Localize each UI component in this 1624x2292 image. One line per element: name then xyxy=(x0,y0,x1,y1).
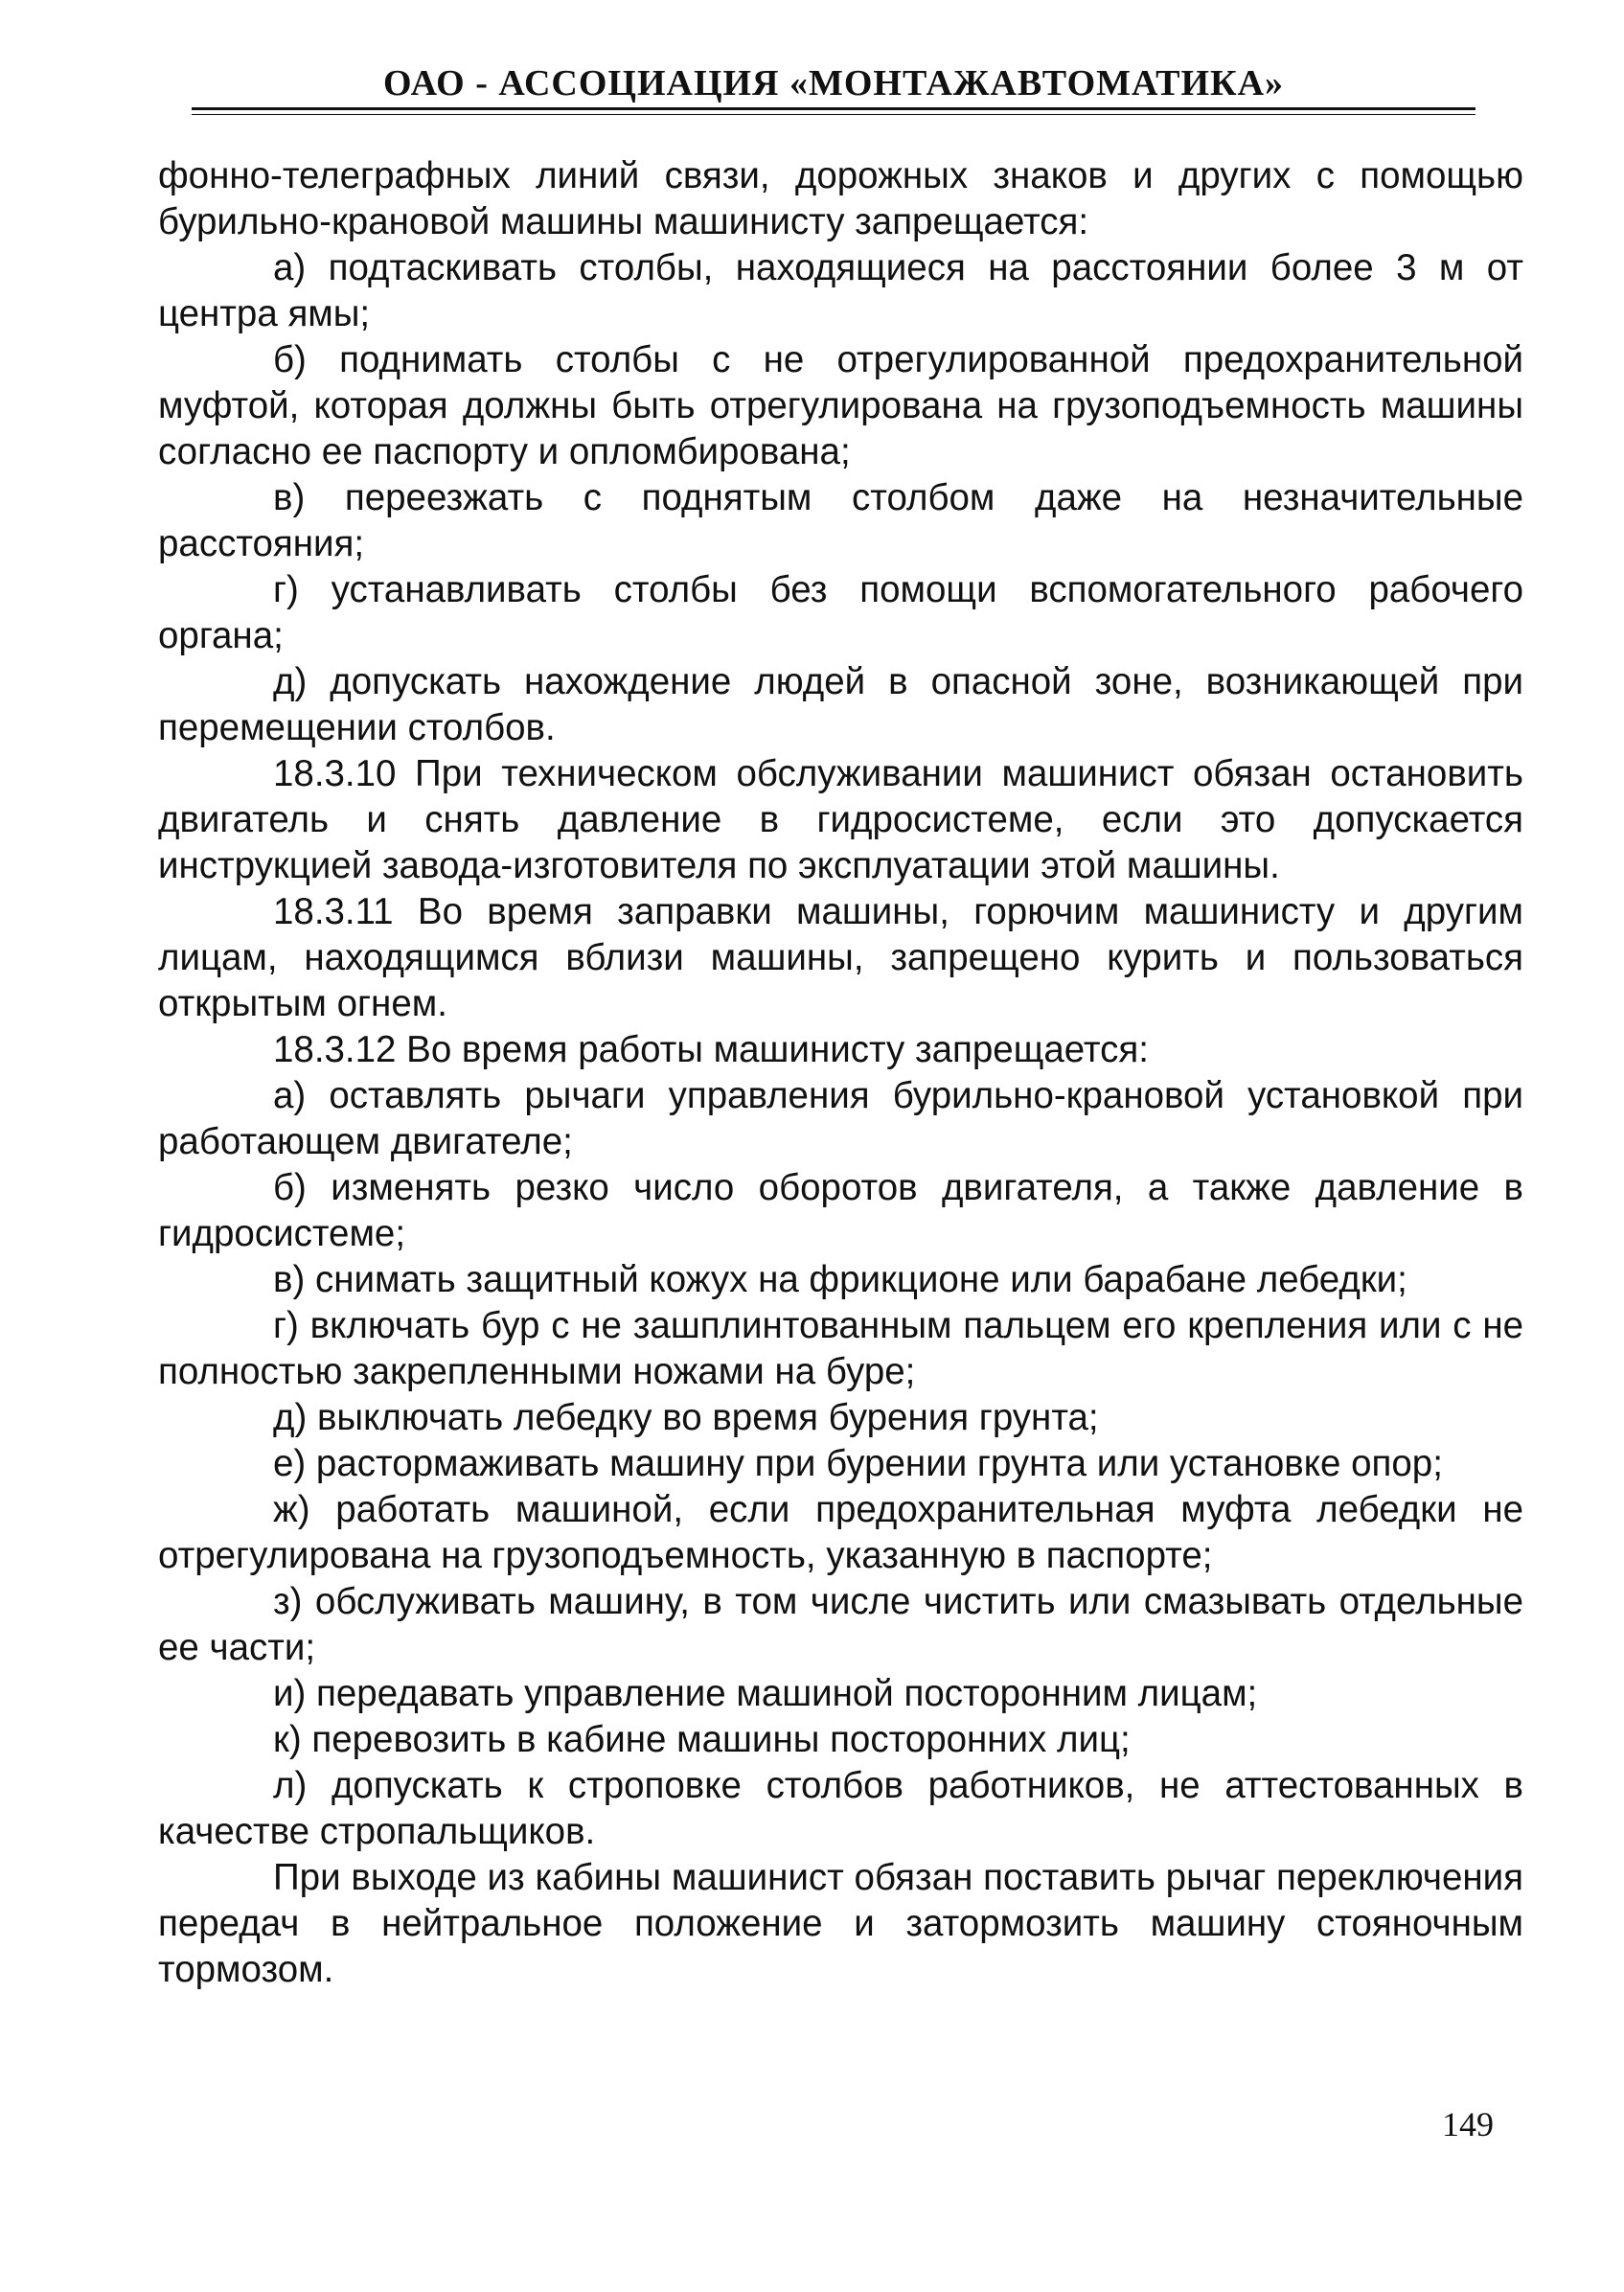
list-item-v: в) снимать защитный кожух на фрикционе или барабане лебедки; xyxy=(273,1259,1407,1300)
list-item-i: и) передавать управление машиной посторонним лицам; xyxy=(273,1673,1258,1714)
clause-18-3-12: 18.3.12 Во время работы машинисту запрещается: xyxy=(273,1029,1149,1070)
list-item-d: д) выключать лебедку во время бурения грунта; xyxy=(273,1397,1099,1438)
list-item-g: г) устанавливать столбы без помощи вспомогательного рабочего органа; xyxy=(158,569,1523,656)
list-item-b: б) изменять резко число оборотов двигателя, а также давление в гидросистеме; xyxy=(158,1167,1523,1254)
page-number: 149 xyxy=(1442,2105,1494,2143)
list-item-a: а) подтаскивать столбы, находящиеся на расстоянии более 3 м от центра ямы; xyxy=(158,247,1523,334)
header-rule xyxy=(192,107,1475,115)
body-text xyxy=(158,153,1523,1993)
list-item-d: д) допускать нахождение людей в опасной зоне, возникающей при перемещении столбов. xyxy=(158,661,1523,748)
clause-18-3-11: 18.3.11 Во время заправки машины, горючим машинисту и другим лицам, находящимся вблизи машины, запрещено курить и пользоваться открытым огнем. xyxy=(158,891,1523,1024)
list-item-v: в) переезжать с поднятым столбом даже на незначительные расстояния; xyxy=(158,477,1523,564)
clause-18-3-10: 18.3.10 При техническом обслуживании машинист обязан остановить двигатель и снять давление в гидросистеме, если это допускается инструкцией завода-изготовителя по эксплуатации этой машины. xyxy=(158,753,1523,886)
list-item-k: к) перевозить в кабине машины посторонних лиц; xyxy=(273,1719,1131,1760)
list-item-g: г) включать бур с не зашплинтованным пальцем его крепления или с не полностью закрепленными ножами на буре; xyxy=(158,1305,1523,1392)
closing-paragraph: При выходе из кабины машинист обязан поставить рычаг переключения передач в нейтральное положение и затормозить машину стояночным тормозом. xyxy=(158,1857,1523,1990)
list-item-e: е) растормаживать машину при бурении грунта или установке опор; xyxy=(273,1443,1443,1484)
list-item-b: б) поднимать столбы с не отрегулированной предохранительной муфтой, которая должны быть отрегулирована на грузоподъемность машины согласно ее паспорту и опломбирована; xyxy=(158,339,1523,472)
list-item-a: а) оставлять рычаги управления бурильно-крановой установкой при работающем двигателе; xyxy=(158,1075,1523,1162)
paragraph-continuation: фонно-телеграфных линий связи, дорожных знаков и других с помощью бурильно-крановой машины машинисту запрещается: xyxy=(158,155,1523,242)
list-item-l: л) допускать к строповке столбов работников, не аттестованных в качестве стропальщиков. xyxy=(158,1765,1523,1852)
list-item-zh: ж) работать машиной, если предохранительная муфта лебедки не отрегулирована на грузоподъемность, указанную в паспорте; xyxy=(158,1489,1523,1576)
list-item-z: з) обслуживать машину, в том числе чистить или смазывать отдельные ее части; xyxy=(158,1581,1523,1668)
running-header-title: ОАО - АССОЦИАЦИЯ «МОНТАЖАВТОМАТИКА» xyxy=(382,63,1285,103)
